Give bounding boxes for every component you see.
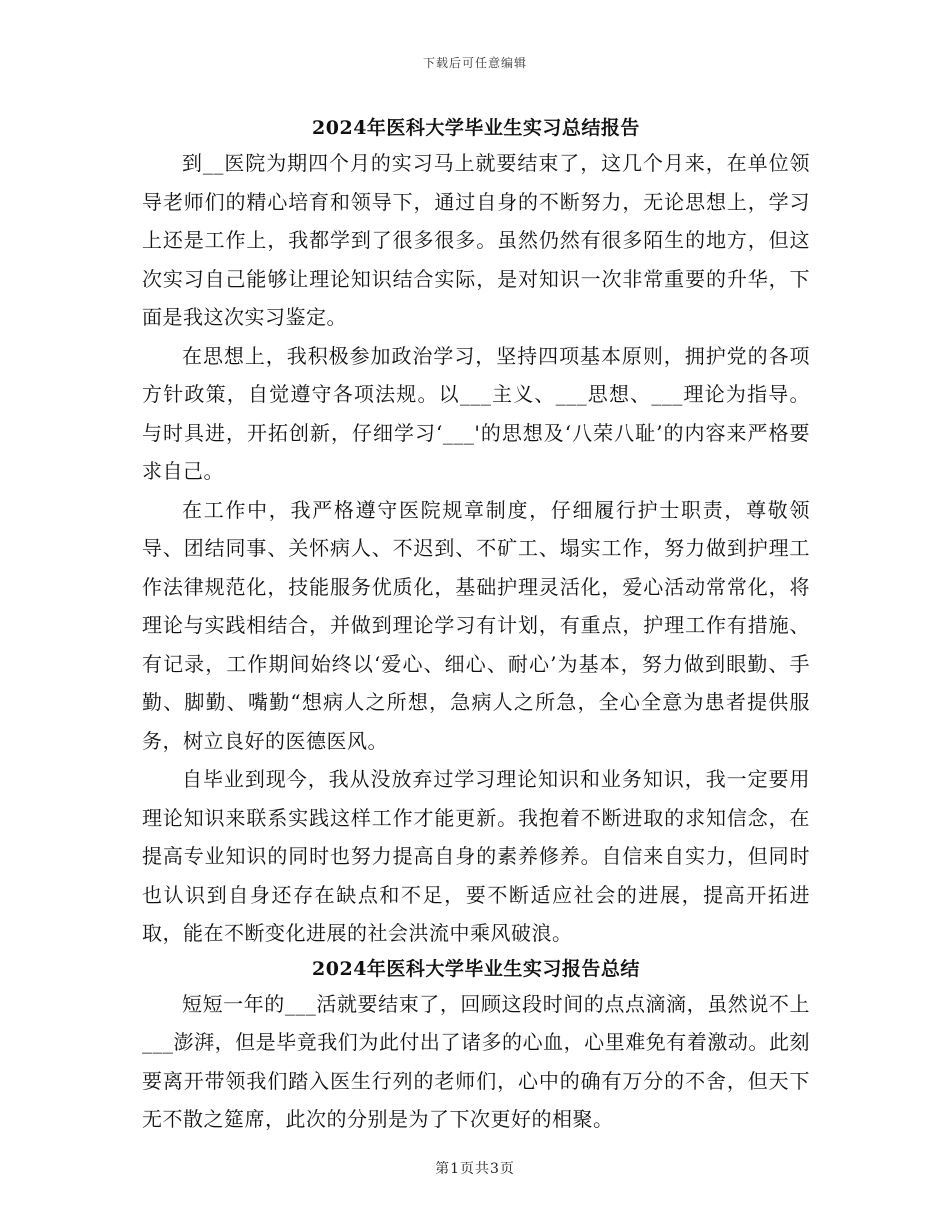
section1-paragraph-4: 自毕业到现今，我从没放弃过学习理论知识和业务知识，我一定要用理论知识来联系实践这样工作才能更新。我抱着不断进取的求知信念，在提高专业知识的同时也努力提高自身的素养修养。自信来自实力，但同时也认识到自身还存在缺点和不足，要不断适应社会的进展，提高开拓进取，能在不断变化进展的社会洪流中乘风破浪。 <box>142 767 810 945</box>
section2-title: 2024年医科大学毕业生实习报告总结 <box>312 957 640 980</box>
section1-paragraph-1: 到__医院为期四个月的实习马上就要结束了，这几个月来，在单位领导老师们的精心培育和领导下，通过自身的不断努力，无论思想上，学习上还是工作上，我都学到了很多很多。虽然仍然有很多陌生的地方，但这次实习自己能够让理论知识结合实际，是对知识一次非常重要的升华，下面是我这次实习鉴定。 <box>142 151 810 329</box>
section2-paragraph-1: 短短一年的___活就要结束了，回顾这段时间的点点滴滴，虽然说不上___澎湃，但是毕竟我们为此付出了诸多的心血，心里难免有着激动。此刻要离开带领我们踏入医生行列的老师们，心中的确有万分的不舍，但天下无不散之筵席，此次的分别是为了下次更好的相聚。 <box>142 991 810 1131</box>
section1-paragraph-3: 在工作中，我严格遵守医院规章制度，仔细履行护士职责，尊敬领导、团结同事、关怀病人、不迟到、不矿工、塌实工作，努力做到护理工作法律规范化，技能服务优质化，基础护理灵活化，爱心活动常常化，将理论与实践相结合，并做到理论学习有计划，有重点，护理工作有措施、有记录，工作期间始终以‘爱心、细心、耐心’为基本，努力做到眼勤、手勤、脚勤、嘴勤“想病人之所想，急病人之所急，全心全意为患者提供服务，树立良好的医德医风。 <box>142 497 810 753</box>
section1-paragraph-2: 在思想上，我积极参加政治学习，坚持四项基本原则，拥护党的各项方针政策，自觉遵守各项法规。以___主义、___思想、___理论为指导。与时具进，开拓创新，仔细学习‘___'的思想及‘八荣八耻’的内容来严格要求自己。 <box>142 343 810 483</box>
header-note: 下载后可任意编辑 <box>422 56 527 70</box>
document-body <box>142 112 810 1139</box>
page-indicator: 第1页共3页 <box>435 1161 515 1177</box>
section1-title: 2024年医科大学毕业生实习总结报告 <box>312 117 640 139</box>
